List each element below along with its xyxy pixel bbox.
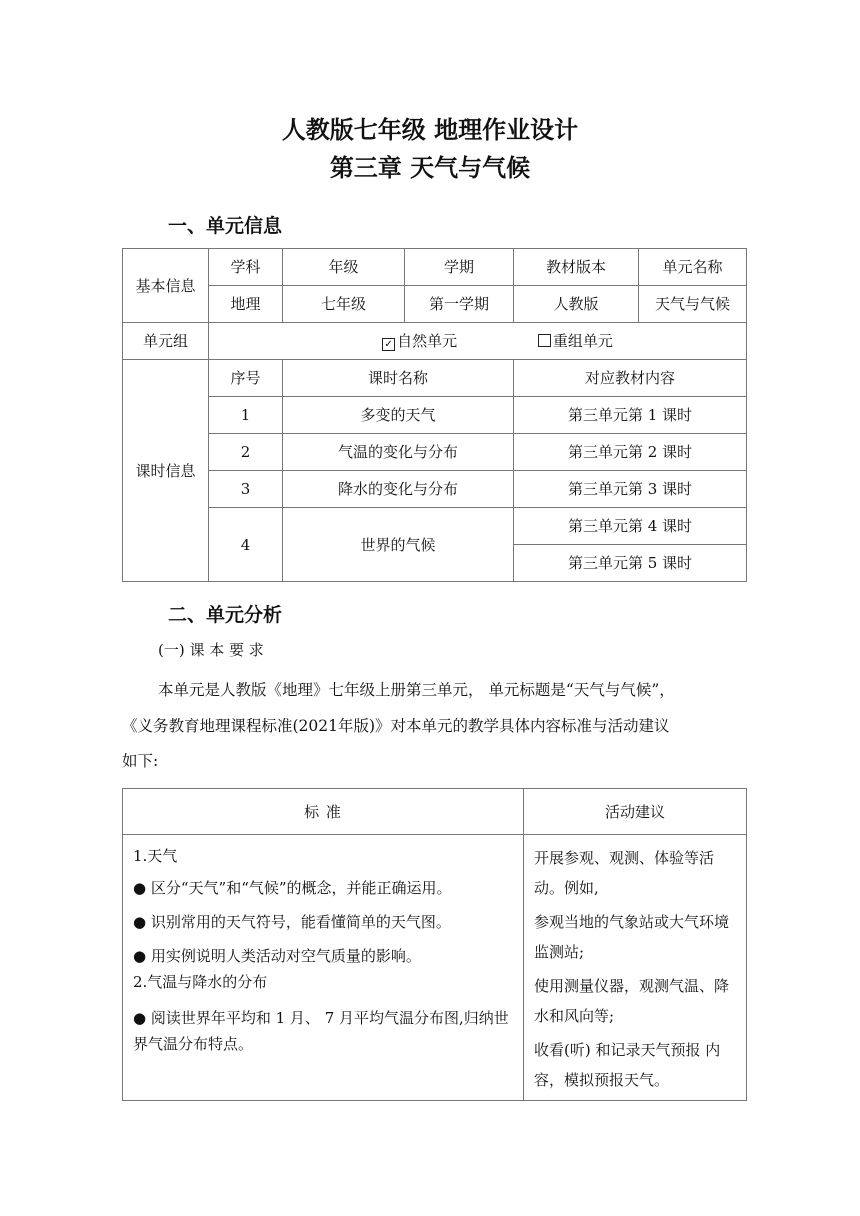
chapter-title: 第三章 天气与气候 [329,154,531,182]
activity-item: 参观当地的气象站或大气环境监测站; [534,913,730,961]
header-unit-name: 单元名称 [639,249,747,286]
natural-unit-label: 自然单元 [397,332,458,350]
intro-paragraph-line3: 如下: [122,752,159,770]
natural-unit-option [382,332,462,350]
intro-paragraph-line1: 本单元是人教版《地理》七年级上册第三单元， 单元标题是“天气与气候”， [158,681,675,699]
section-heading-unit-analysis: 二、单元分析 [168,604,283,626]
lesson-no: 3 [209,471,283,508]
table-row [123,508,747,545]
lesson-header-name: 课时名称 [283,360,514,397]
standards-header: 标 准 [123,789,524,835]
standards-table [122,788,747,1101]
value-edition: 人教版 [514,286,639,323]
lesson-content: 第三单元第 1 课时 [514,397,747,434]
unit-group-options [209,323,747,360]
table-row [123,397,747,434]
subheading-textbook-requirements: (一) 课 本 要 求 [158,641,264,659]
lesson-header-no: 序号 [209,360,283,397]
lesson-info-label: 课时信息 [123,360,209,582]
lesson-name: 气温的变化与分布 [283,434,514,471]
standard-item: ● 阅读世界年平均和 1 月、 7 月平均气温分布图,归纳世界气温分布特点。 [133,1009,509,1053]
header-edition: 教材版本 [514,249,639,286]
lesson-no: 1 [209,397,283,434]
section-heading-unit-info: 一、单元信息 [168,215,283,237]
activity-item: 使用测量仪器，观测气温、降水和风向等; [534,977,730,1025]
lesson-content: 第三单元第 3 课时 [514,471,747,508]
lesson-content: 第三单元第 2 课时 [514,434,747,471]
activities-header: 活动建议 [524,789,747,835]
header-grade: 年级 [283,249,405,286]
lesson-content: 第三单元第 4 课时 [514,508,747,545]
lesson-name: 降水的变化与分布 [283,471,514,508]
intro-paragraph-line2: 《义务教育地理课程标准(2021年版)》对本单元的教学具体内容标准与活动建议 [122,717,670,735]
table-row [123,471,747,508]
standards-cell [123,835,524,1101]
lesson-header-content: 对应教材内容 [514,360,747,397]
basic-info-label: 基本信息 [123,249,209,323]
header-semester: 学期 [405,249,514,286]
recombined-unit-option [538,332,613,350]
lesson-content: 第三单元第 5 课时 [514,545,747,582]
activity-item: 开展参观、观测、体验等活动。例如, [534,849,715,897]
standard-item: ● 区分“天气”和“气候”的概念，并能正确运用。 [133,879,452,897]
lesson-no: 4 [209,508,283,582]
standard-item: ● 识别常用的天气符号，能看懂简单的天气图。 [133,913,451,931]
unit-group-label: 单元组 [123,323,209,360]
recombined-unit-label: 重组单元 [552,332,613,350]
table-row [123,434,747,471]
lesson-no: 2 [209,434,283,471]
value-grade: 七年级 [283,286,405,323]
value-subject: 地理 [209,286,283,323]
header-subject: 学科 [209,249,283,286]
document-title: 人教版七年级 地理作业设计 [281,116,579,144]
activity-item: 收看(听) 和记录天气预报 内容，模拟预报天气。 [534,1041,721,1089]
standard-item: 2.气温与降水的分布 [133,973,268,991]
activities-cell [524,835,747,1101]
standard-item: 1.天气 [133,847,178,865]
lesson-name: 多变的天气 [283,397,514,434]
unit-info-table [122,248,747,582]
checked-checkbox-icon: ✓ [382,338,395,351]
value-semester: 第一学期 [405,286,514,323]
lesson-name: 世界的气候 [283,508,514,582]
unchecked-checkbox-icon [538,334,551,347]
value-unit-name: 天气与气候 [639,286,747,323]
standard-item: ● 用实例说明人类活动对空气质量的影响。 [133,947,421,965]
